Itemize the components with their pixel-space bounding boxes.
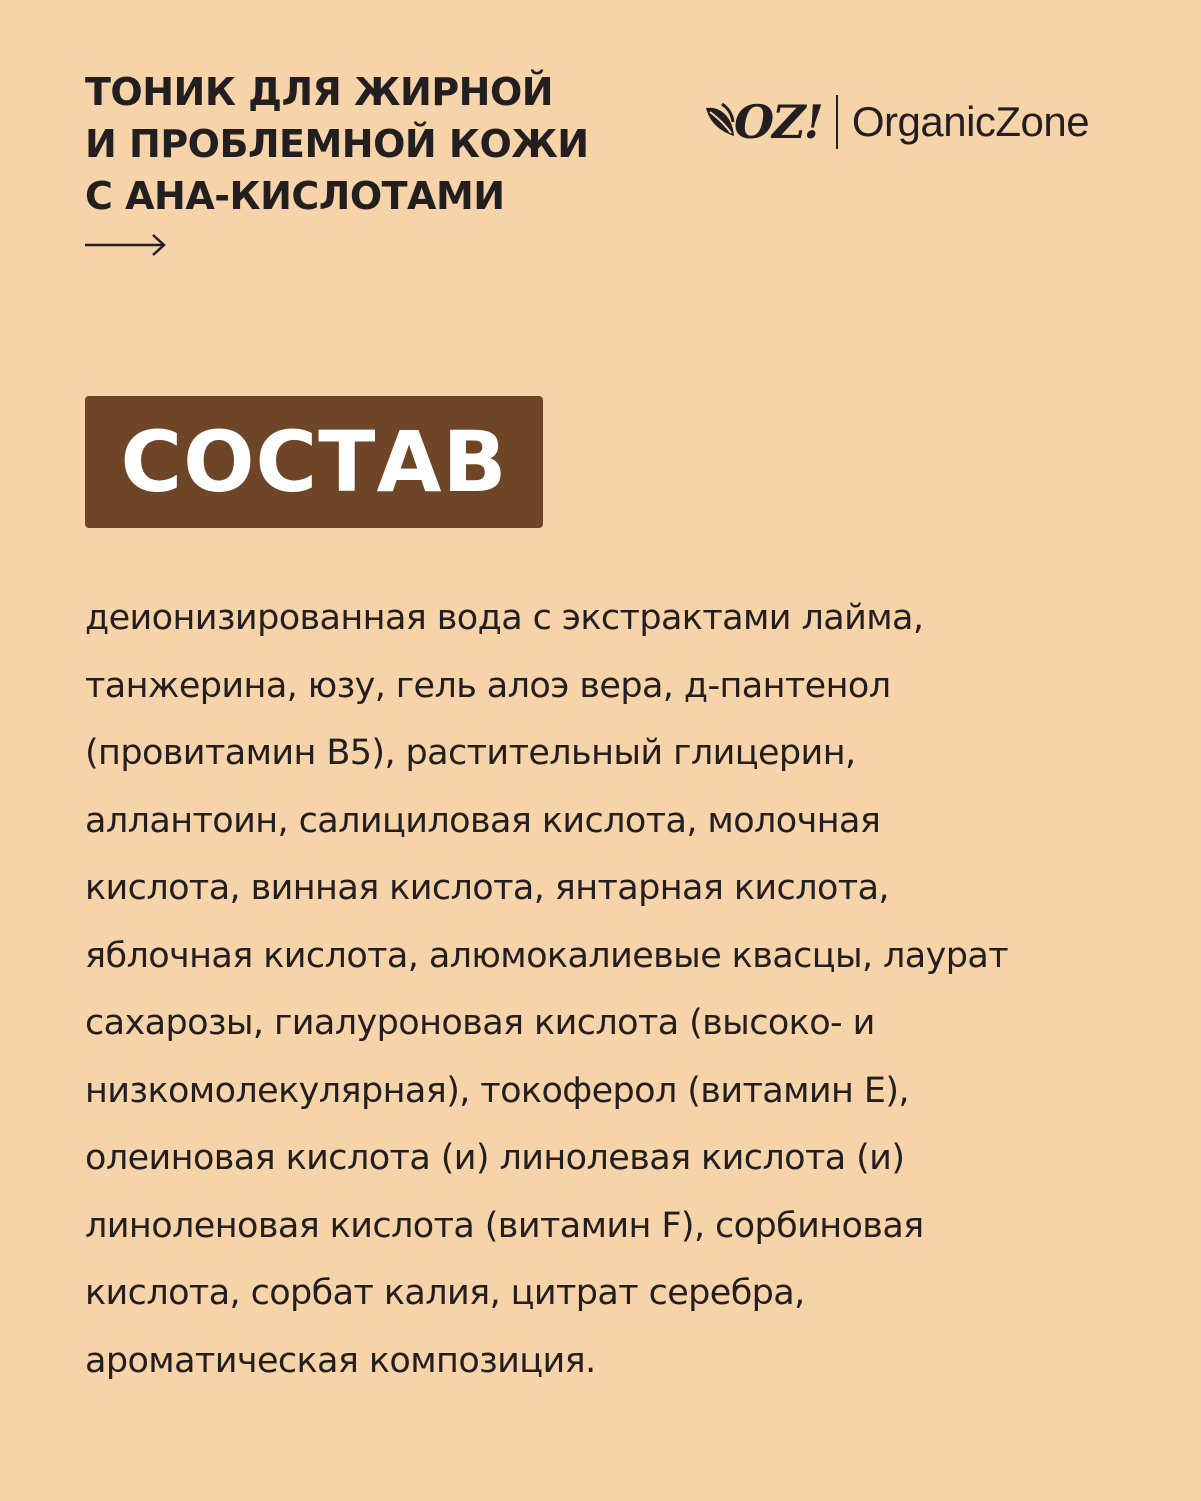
logo-divider: [836, 95, 838, 149]
ingredients-line: ароматическая композиция.: [85, 1340, 596, 1381]
section-heading: СОСТАВ: [120, 413, 508, 511]
logo-mark: [704, 95, 822, 149]
ingredients-line: яблочная кислота, алюмокалиевые квасцы, лаурат: [85, 935, 1009, 976]
ingredients-line: танжерина, юзу, гель алоэ вера, д-пантенол: [85, 665, 891, 706]
ingredients-line: кислота, сорбат калия, цитрат серебра,: [85, 1273, 805, 1313]
ingredients-line: сахарозы, гиалуроновая кислота (высоко- и: [85, 1003, 875, 1043]
brand-logo: [704, 86, 1089, 158]
product-title-line: ТОНИК ДЛЯ ЖИРНОЙ: [85, 70, 554, 114]
arrow-right-icon: [85, 232, 167, 258]
ingredients-list: [85, 585, 1008, 1395]
ingredients-line: деионизированная вода с экстрактами лайма,: [85, 598, 924, 638]
logo-oz-text: OZ!: [734, 95, 822, 149]
product-title-line: С АНА-КИСЛОТАМИ: [85, 174, 505, 218]
ingredients-line: (провитамин B5), растительный глицерин,: [85, 733, 856, 773]
ingredients-line: низкомолекулярная), токоферол (витамин E),: [85, 1070, 909, 1111]
ingredients-line: линоленовая кислота (витамин F), сорбиновая: [85, 1205, 924, 1246]
ingredients-line: кислота, винная кислота, янтарная кислота,: [85, 868, 889, 908]
logo-brand-name: OrganicZone: [851, 98, 1090, 145]
product-title: [85, 66, 589, 222]
ingredients-line: олеиновая кислота (и) линолевая кислота (и): [85, 1138, 905, 1178]
leaf-icon: [704, 102, 738, 142]
ingredients-line: аллантоин, салициловая кислота, молочная: [85, 800, 881, 841]
section-heading-badge: [85, 396, 543, 528]
product-title-line: И ПРОБЛЕМНОЙ КОЖИ: [85, 122, 589, 166]
